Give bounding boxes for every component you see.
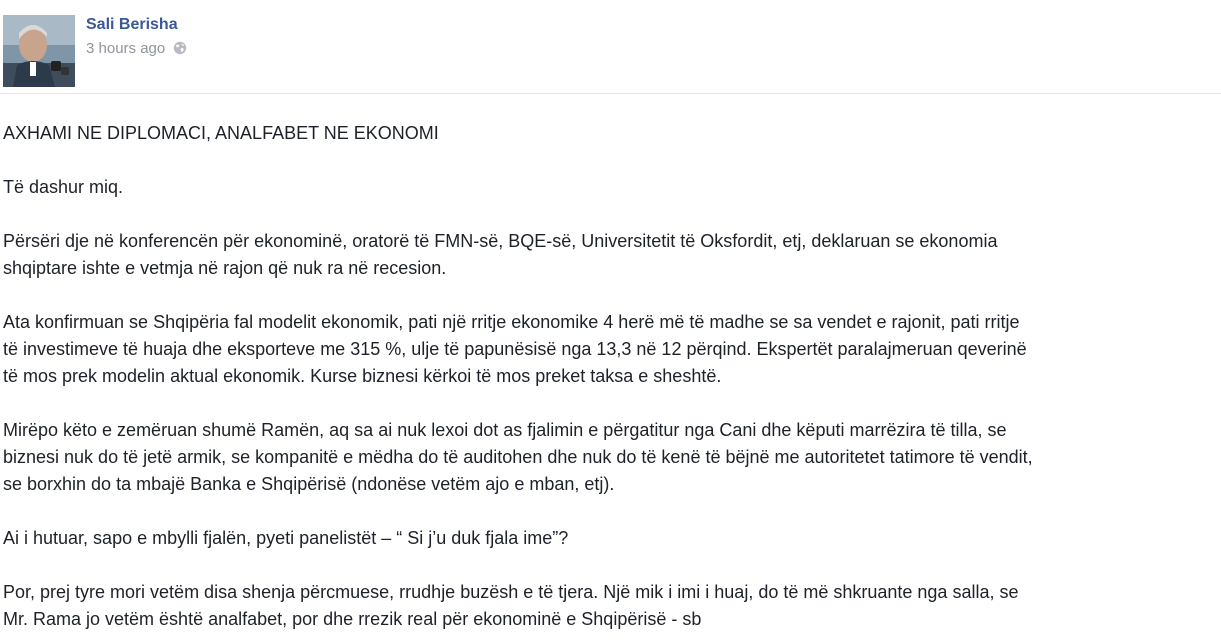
post-header bbox=[0, 0, 1221, 94]
post-body bbox=[3, 120, 1217, 644]
post-paragraph: Ata konfirmuan se Shqipëria fal modelit ekonomik, pati një rritje ekonomike 4 herë më të madhe se sa vendet e rajonit, pati rritje të investimeve të huaja dhe eksporteve me 315 %, ulje të papunësisë nga 13,3 në 12 përqind. Ekspertët paralajmeruan qeverinë të mos prek modelin aktual ekonomik. Kurse biznesi kërkoi të mos preket taksa e sheshtë. bbox=[3, 312, 1027, 386]
author-name[interactable]: Sali Berisha bbox=[86, 16, 178, 33]
post-paragraph: Të dashur miq. bbox=[3, 177, 124, 197]
post-meta bbox=[86, 38, 187, 58]
post-title: AXHAMI NE DIPLOMACI, ANALFABET NE EKONOMI bbox=[3, 123, 439, 143]
header-divider bbox=[0, 93, 1221, 94]
post-timestamp[interactable]: 3 hours ago bbox=[86, 39, 166, 57]
profile-photo bbox=[3, 15, 75, 87]
globe-icon[interactable] bbox=[173, 41, 187, 55]
post-paragraph: Përsëri dje në konferencën për ekonominë, oratorë të FMN-së, BQE-së, Universitetit të Oksfordit, etj, deklaruan se ekonomia shqiptare ishte e vetmja në rajon që nuk ra në recesion. bbox=[3, 231, 998, 278]
avatar[interactable] bbox=[3, 15, 75, 87]
post-paragraph: Mirëpo këto e zemëruan shumë Ramën, aq sa ai nuk lexoi dot as fjalimin e përgatitur nga Cani dhe këputi marrëzira të tilla, se biznesi nuk do të jetë armik, se kompanitë e mëdha do të auditohen dhe nuk do të kenë të bëjnë me autoritetet tatimore të vendit, se borxhin do ta mbajë Banka e Shqipërisë (ndonëse vetëm ajo e mban, etj). bbox=[3, 420, 1033, 494]
post-paragraph: Ai i hutuar, sapo e mbylli fjalën, pyeti panelistët – “ Si j’u duk fjala ime”? bbox=[3, 528, 569, 548]
post-paragraph: Por, prej tyre mori vetëm disa shenja përcmuese, rrudhje buzësh e të tjera. Një mik i imi i huaj, do të më shkruante nga salla, se Mr. Rama jo vetëm është analfabet, por dhe rrezik real për ekonominë e Shqipërisë - sb bbox=[3, 582, 1019, 629]
